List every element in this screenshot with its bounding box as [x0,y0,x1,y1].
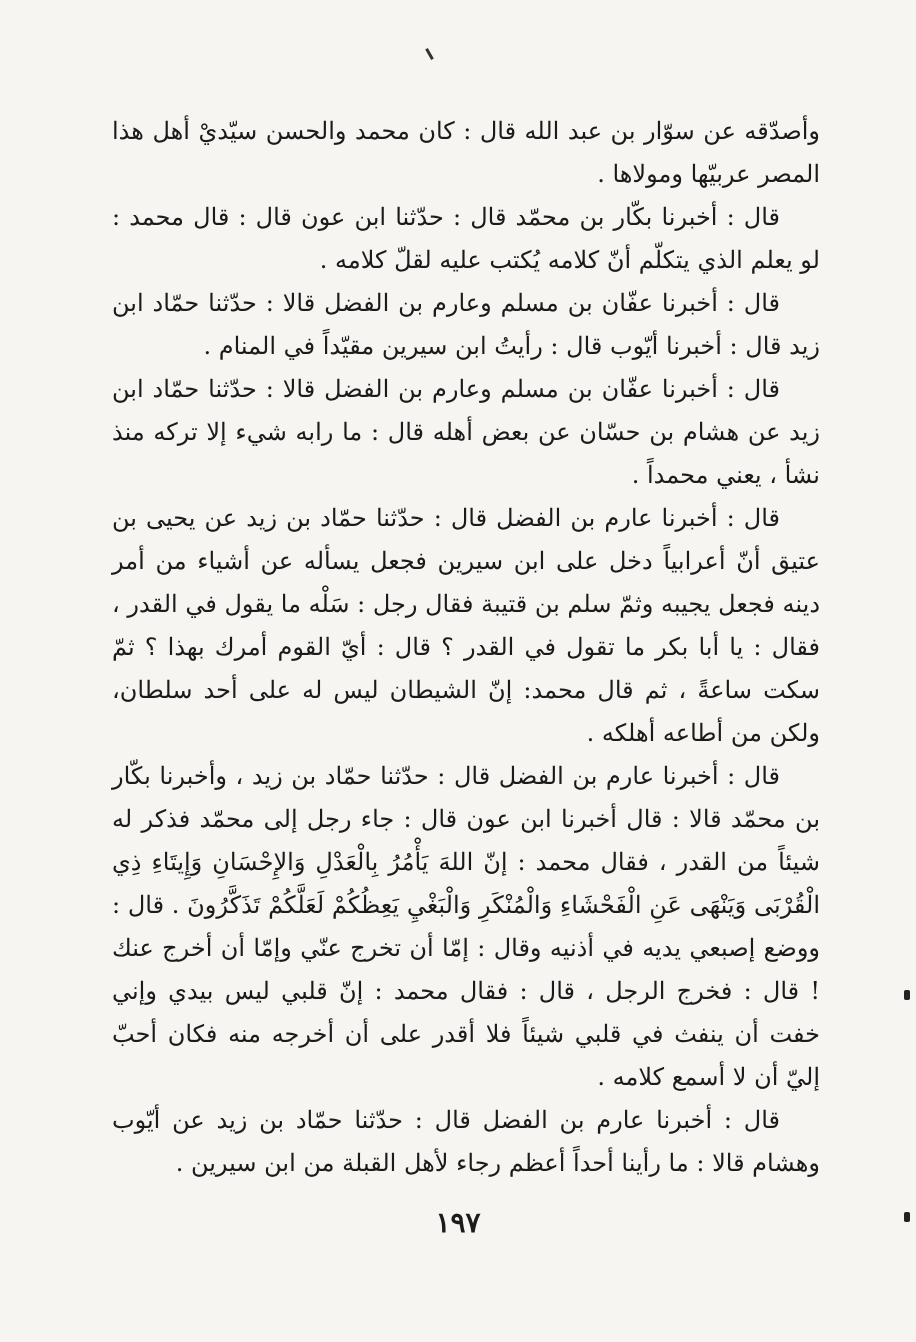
paragraph-1: وأصدّقه عن سوّار بن عبد الله قال : كان محمد والحسن سيّديْ أهل هذا المصر عربيّها ومولاها . [112,117,820,188]
scan-artifact [904,1212,910,1222]
paragraph-4: قال : أخبرنا عفّان بن مسلم وعارم بن الفضل قالا : حدّثنا حمّاد ابن زيد عن هشام بن حسّان عن بعض أهله قال : ما رابه شيء إلا تركه منذ نشأ ، يعني محمداً . [112,375,820,489]
paragraph-7: قال : أخبرنا عارم بن الفضل قال : حدّثنا حمّاد بن زيد عن أيّوب وهشام قالا : ما رأينا أحداً أعظم رجاء لأهل القبلة من ابن سيرين . [112,1106,820,1177]
body-text [112,110,820,1185]
page-number: ١٩٧ [435,1206,481,1239]
paragraph-2: قال : أخبرنا بكّار بن محمّد قال : حدّثنا ابن عون قال : قال محمد : لو يعلم الذي يتكلّم أنّ كلامه يُكتب عليه لقلّ كلامه . [112,203,820,274]
paragraph-3: قال : أخبرنا عفّان بن مسلم وعارم بن الفضل قالا : حدّثنا حمّاد ابن زيد قال : أخبرنا أيّوب قال : رأيتُ ابن سيرين مقيّداً في المنام . [112,289,820,360]
ink-mark [425,48,434,60]
paragraph-5: قال : أخبرنا عارم بن الفضل قال : حدّثنا حمّاد بن زيد عن يحيى بن عتيق أنّ أعرابياً دخل على ابن سيرين فجعل يسأله عن أشياء من أمر دينه فجعل يجيبه وثمّ سلم بن قتيبة فقال رجل : سَلْه ما يقول في القدر ، فقال : يا أبا بكر ما تقول في القدر ؟ قال : أيّ القوم أمرك بهذا ؟ ثمّ سكت ساعةً ، ثم قال محمد: إنّ الشيطان ليس له على أحد سلطان، ولكن من أطاعه أهلكه . [112,504,820,747]
scan-artifact [904,990,910,1000]
paragraph-6: قال : أخبرنا عارم بن الفضل قال : حدّثنا حمّاد بن زيد ، وأخبرنا بكّار بن محمّد قالا : قال أخبرنا ابن عون قال : جاء رجل إلى محمّد فذكر له شيئاً من القدر ، فقال محمد : إنّ اللهَ يَأْمُرُ بِالْعَدْلِ وَالإِحْسَانِ وَإِيتَاءِ ذِي الْقُرْبَى وَيَنْهَى عَنِ الْفَحْشَاءِ وَالْمُنْكَرِ وَالْبَغْيِ يَعِظُكُمْ لَعَلَّكُمْ تَذَكَّرُونَ . قال : ووضع إصبعي يديه في أذنيه وقال : إمّا أن تخرج عنّي وإمّا أن أخرج عنك ! قال : فخرج الرجل ، قال : فقال محمد : إنّ قلبي ليس بيدي وإني خفت أن ينفث في قلبي شيئاً فلا أقدر على أن أخرجه منه فكان أحبّ إليّ أن لا أسمع كلامه . [112,762,820,1091]
